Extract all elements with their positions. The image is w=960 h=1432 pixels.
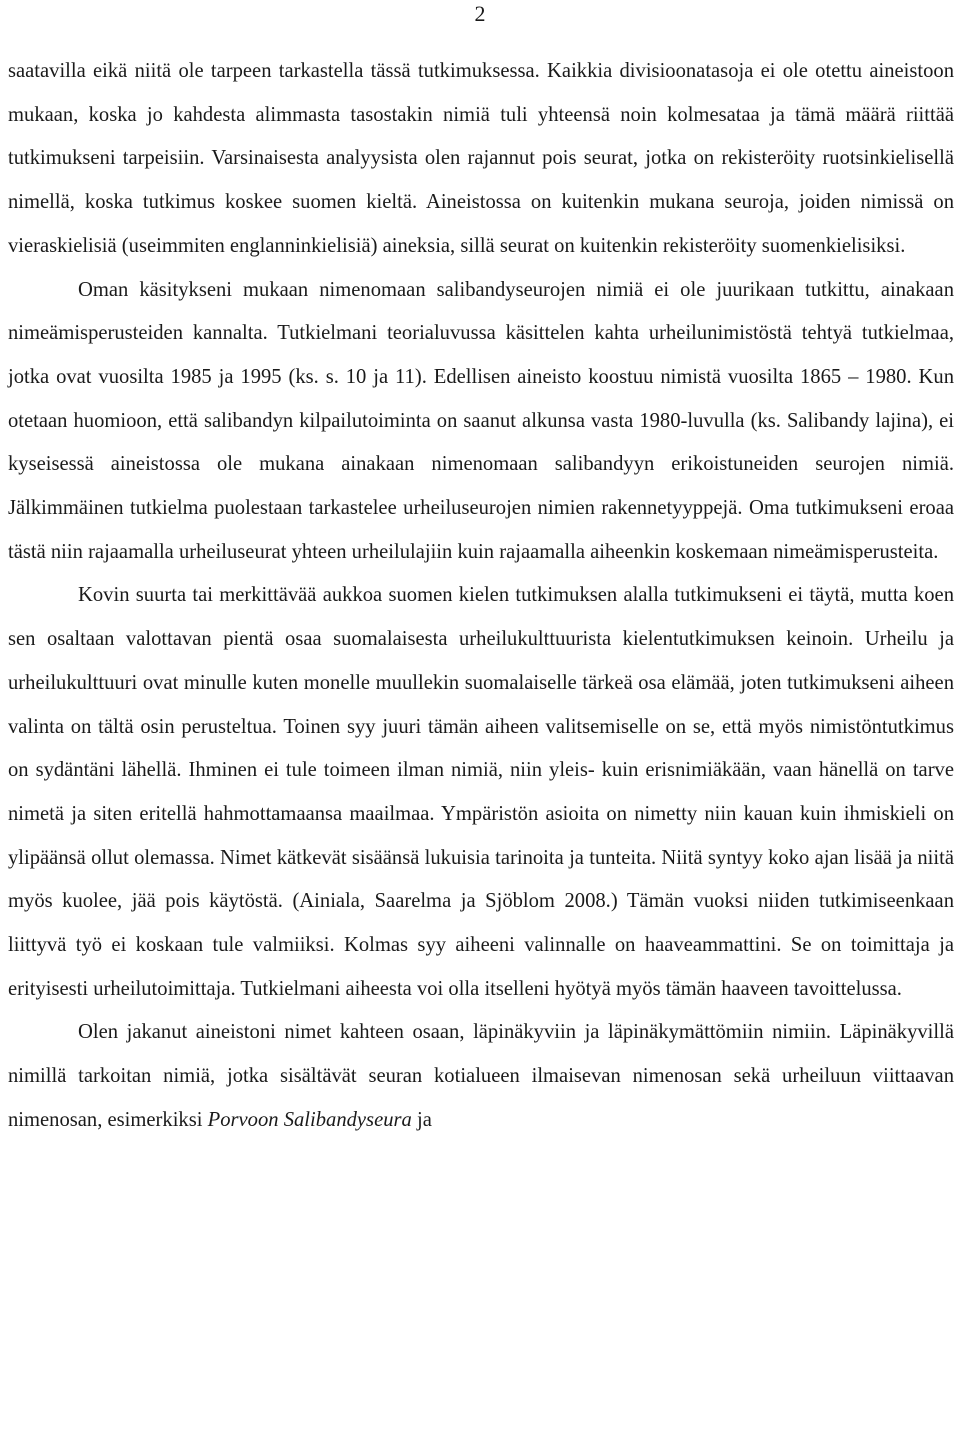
document-body [8, 50, 954, 1143]
paragraph-motivation [8, 574, 954, 1011]
paragraph-division [8, 1011, 954, 1142]
paragraph-text: ja [411, 1108, 432, 1131]
example-club-name: Porvoon Salibandyseura [207, 1108, 412, 1131]
paragraph-previous-research [8, 269, 954, 575]
paragraph-text: Olen jakanut aineistoni nimet kahteen osaan, läpinäkyviin ja läpinäkymättömiin nimiin. Läpinäkyvillä nimillä tarkoitan nimiä, jotka sisältävät seuran kotialueen ilmaisevan nimenosan sekä urheiluun viittaavan nimenosan, esimerkiksi [8, 1021, 954, 1131]
page-number: 2 [474, 1, 486, 26]
paragraph-text: Kovin suurta tai merkittävää aukkoa suomen kielen tutkimuksen alalla tutkimukseni ei täytä, mutta koen sen osaltaan valottavan pientä osaa suomalaisesta urheilukulttuurista kielentutkimuksen keinoin. Urheilu ja urheilukulttuuri ovat minulle kuten monelle muullekin suomalaiselle tärkeä osa elämää, joten tutkimukseni aiheen valinta on tältä osin perusteltua. Toinen syy juuri tämän aiheen valitsemiselle on se, että myös nimistöntutkimus on sydäntäni lähellä. Ihminen ei tule toimeen ilman nimiä, niin yleis- kuin erisnimiäkään, vaan hänellä on tarve nimetä ja siten eritellä hahmottamaansa maailmaa. Ympäristön asioita on nimetty niin kauan kuin ihmiskieli on ylipäänsä ollut olemassa. Nimet kätkevät sisäänsä lukuisia tarinoita ja tunteita. Niitä syntyy koko ajan lisää ja niitä myös kuolee, jää pois käytöstä. (Ainiala, Saarelma ja Sjöblom 2008.) Tämän vuoksi niiden tutkimiseenkaan liittyvä työ ei koskaan tule valmiiksi. Kolmas syy aiheeni valinnalle on haaveammattini. Se on toimittaja ja erityisesti urheilutoimittaja. Tutkielmani aiheesta voi olla itselleni hyötyä myös tämän haaveen tavoittelussa. [8, 584, 954, 1000]
paragraph-text: Oman käsitykseni mukaan nimenomaan salibandyseurojen nimiä ei ole juurikaan tutkittu, ainakaan nimeämisperusteiden kannalta. Tutkielmani teorialuvussa käsittelen kahta urheilunimistöstä tehtyä tutkielmaa, jotka ovat vuosilta 1985 ja 1995 (ks. s. 10 ja 11). Edellisen aineisto koostuu nimistä vuosilta 1865 – 1980. Kun otetaan huomioon, että salibandyn kilpailutoiminta on saanut alkunsa vasta 1980-luvulla (ks. Salibandy lajina), ei kyseisessä aineistossa ole mukana ainakaan nimenomaan salibandyyn erikoistuneiden seurojen nimiä. Jälkimmäinen tutkielma puolestaan tarkastelee urheiluseurojen nimien rakennetyyppejä. Oma tutkimukseni eroaa tästä niin rajaamalla urheiluseurat yhteen urheilulajiin kuin rajaamalla aiheenkin koskemaan nimeämisperusteita. [8, 278, 954, 563]
paragraph-text: saatavilla eikä niitä ole tarpeen tarkastella tässä tutkimuksessa. Kaikkia divisioonatasoja ei ole otettu aineistoon mukaan, koska jo kahdesta alimmasta tasostakin nimiä tuli yhteensä noin kolmesataa ja tämä määrä riittää tutkimukseni tarpeisiin. Varsinaisesta analyysista olen rajannut pois seurat, jotka on rekisteröity ruotsinkielisellä nimellä, koska tutkimus koskee suomen kieltä. Aineistossa on kuitenkin mukana seuroja, joiden nimissä on vieraskielisiä (useimmiten englanninkielisiä) aineksia, sillä seurat on kuitenkin rekisteröity suomenkielisiksi. [8, 60, 954, 257]
paragraph-continued [8, 50, 954, 269]
